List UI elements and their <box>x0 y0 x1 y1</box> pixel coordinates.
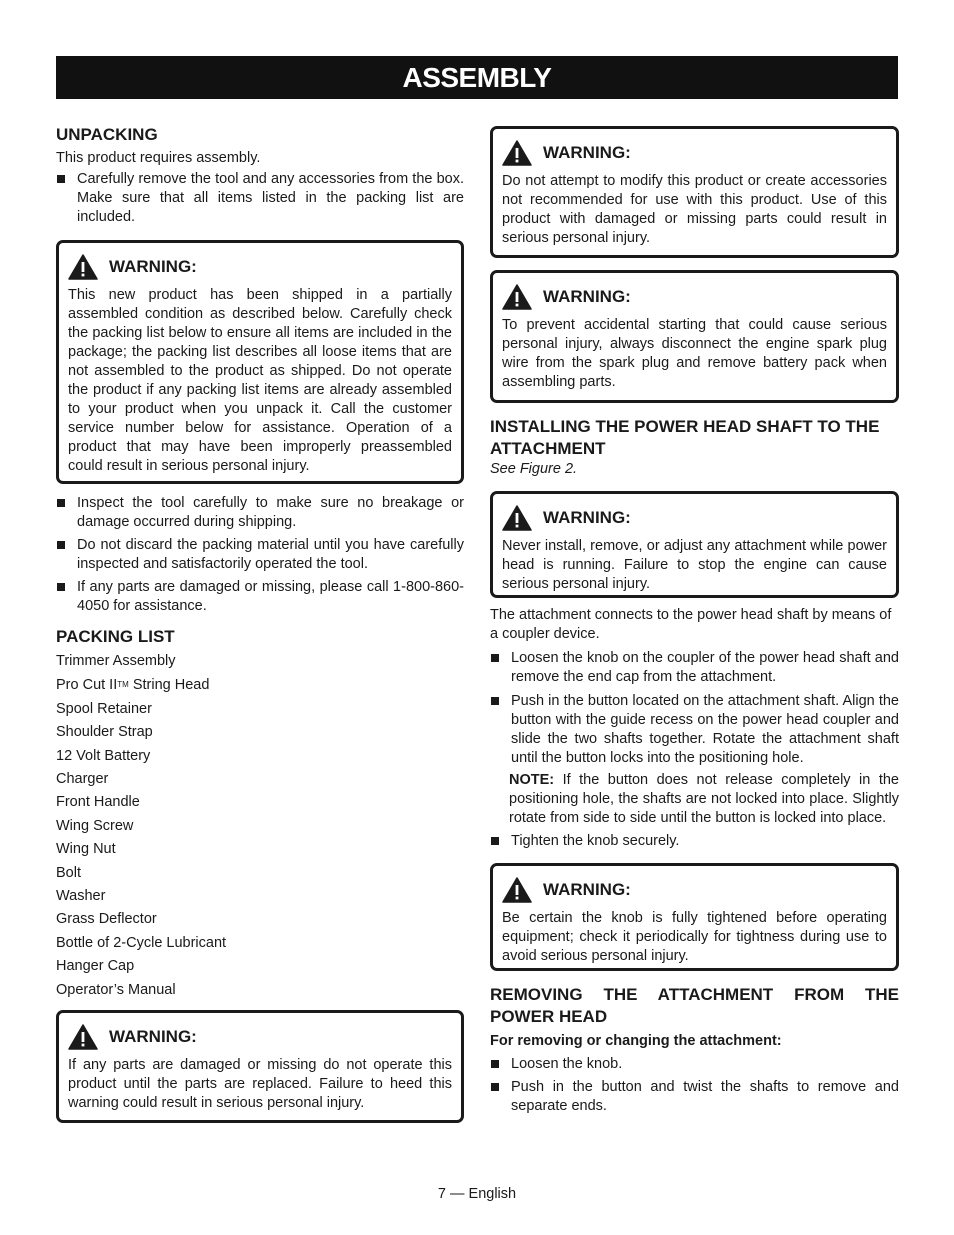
warning-triangle-icon <box>502 877 532 903</box>
warning-label: WARNING: <box>543 508 631 527</box>
warning-text: Never install, remove, or adjust any attachment while power head is running. Failure to stop the engine can cause serious personal injury. <box>502 538 887 592</box>
packing-list <box>56 650 464 1002</box>
warning-box <box>56 1010 464 1123</box>
list-item: Loosen the knob. <box>490 1055 899 1074</box>
list-item: Trimmer Assembly <box>56 653 176 669</box>
warning-label: WARNING: <box>543 880 631 899</box>
installing-heading: INSTALLING THE POWER HEAD SHAFT TO THE ATTACHMENT <box>490 417 880 458</box>
note: NOTE: If the button does not release completely in the positioning hole, the shafts are not locked into place. Slightly rotate from side to side until the button is locked into place. <box>509 772 899 826</box>
warning-box <box>490 270 899 403</box>
list-item: 12 Volt Battery <box>56 747 151 764</box>
list-item: Front Handle <box>56 794 140 811</box>
inspection-list <box>56 494 464 616</box>
installing-intro: The attachment connects to the power head shaft by means of a coupler device. <box>490 607 892 642</box>
list-item: Hanger Cap <box>56 958 135 975</box>
warning-triangle-icon <box>502 505 532 531</box>
page-title: ASSEMBLY <box>56 56 898 99</box>
right-column <box>490 126 899 1116</box>
unpacking-heading: UNPACKING <box>56 125 158 144</box>
list-item: Bolt <box>56 864 81 881</box>
list-item: Pro Cut II™ String Head <box>56 677 210 694</box>
list-item: If any parts are damaged or missing, please call 1-800-860-4050 for assistance. <box>56 578 464 616</box>
list-item: Charger <box>56 771 109 788</box>
list-item: Wing Screw <box>56 817 134 834</box>
list-item: Grass Deflector <box>56 911 157 928</box>
see-figure: See Figure 2. <box>490 461 578 477</box>
warning-triangle-icon <box>68 254 98 280</box>
list-item: Push in the button located on the attachment shaft. Align the button with the guide recess on the power head coupler and slide the two shafts together. Rotate the attachment shaft until the button locks into the positioning hole. <box>490 692 899 768</box>
warning-box <box>56 240 464 484</box>
warning-triangle-icon <box>502 140 532 166</box>
page-footer: 7 — English <box>437 1186 517 1202</box>
warning-label: WARNING: <box>543 143 631 162</box>
warning-box <box>490 126 899 258</box>
warning-text: Do not attempt to modify this product or create accessories not recommended for use with this product. Use of this product with damaged or missing parts could result in serious personal injury. <box>502 173 887 246</box>
list-item: Washer <box>56 888 106 905</box>
unpacking-list <box>56 170 464 227</box>
warning-text: Be certain the knob is fully tightened before operating equipment; check it periodically for tightness during use to avoid serious personal injury. <box>502 910 887 964</box>
list-item: Loosen the knob on the coupler of the power head shaft and remove the end cap from the attachment. <box>490 649 899 687</box>
removing-list <box>490 1055 899 1116</box>
removing-subheading: For removing or changing the attachment: <box>490 1033 782 1049</box>
warning-box <box>490 491 899 598</box>
list-item: Wing Nut <box>56 841 116 858</box>
list-item: Spool Retainer <box>56 700 152 717</box>
list-item: Do not discard the packing material until you have carefully inspected and satisfactorily operated the tool. <box>56 536 464 574</box>
installing-list <box>490 649 899 768</box>
list-item: Inspect the tool carefully to make sure no breakage or damage occurred during shipping. <box>56 494 464 532</box>
removing-heading: REMOVING THE ATTACHMENT FROM THE POWER HEAD <box>490 985 899 1026</box>
list-item: Operator’s Manual <box>56 981 176 998</box>
warning-text: If any parts are damaged or missing do not operate this product until the parts are replaced. Failure to heed this warning could result in serious personal injury. <box>68 1057 452 1112</box>
list-item: Push in the button and twist the shafts to remove and separate ends. <box>490 1078 899 1116</box>
unpacking-intro: This product requires assembly. <box>56 150 261 166</box>
warning-text: To prevent accidental starting that could cause serious personal injury, always disconnect the engine spark plug wire from the spark plug and remove battery pack when assembling parts. <box>502 317 887 390</box>
list-item: Shoulder Strap <box>56 724 153 741</box>
list-item: Bottle of 2-Cycle Lubricant <box>56 934 227 951</box>
list-item: Carefully remove the tool and any accessories from the box. Make sure that all items listed in the packing list are included. <box>56 170 464 227</box>
warning-triangle-icon <box>502 284 532 310</box>
warning-label: WARNING: <box>543 287 631 306</box>
warning-label: WARNING: <box>109 1027 197 1047</box>
warning-triangle-icon <box>68 1024 98 1050</box>
warning-label: WARNING: <box>109 257 197 276</box>
warning-text: This new product has been shipped in a partially assembled condition as described below. Carefully check the packing list below to ensure all items are included in the package; the packing list describes all loose items that are not assembled to the product as shipped. Do not operate the product if any packing list items are already assembled to your product when you unpack it. Call the customer service number below for assistance. Operation of a product that may have been improperly preassembled could result in serious personal injury. <box>68 287 452 474</box>
left-column <box>56 124 464 1123</box>
list-item: Tighten the knob securely. <box>490 832 899 851</box>
warning-box <box>490 863 899 971</box>
installing-list-2 <box>490 832 899 851</box>
packing-list-heading: PACKING LIST <box>56 627 175 646</box>
